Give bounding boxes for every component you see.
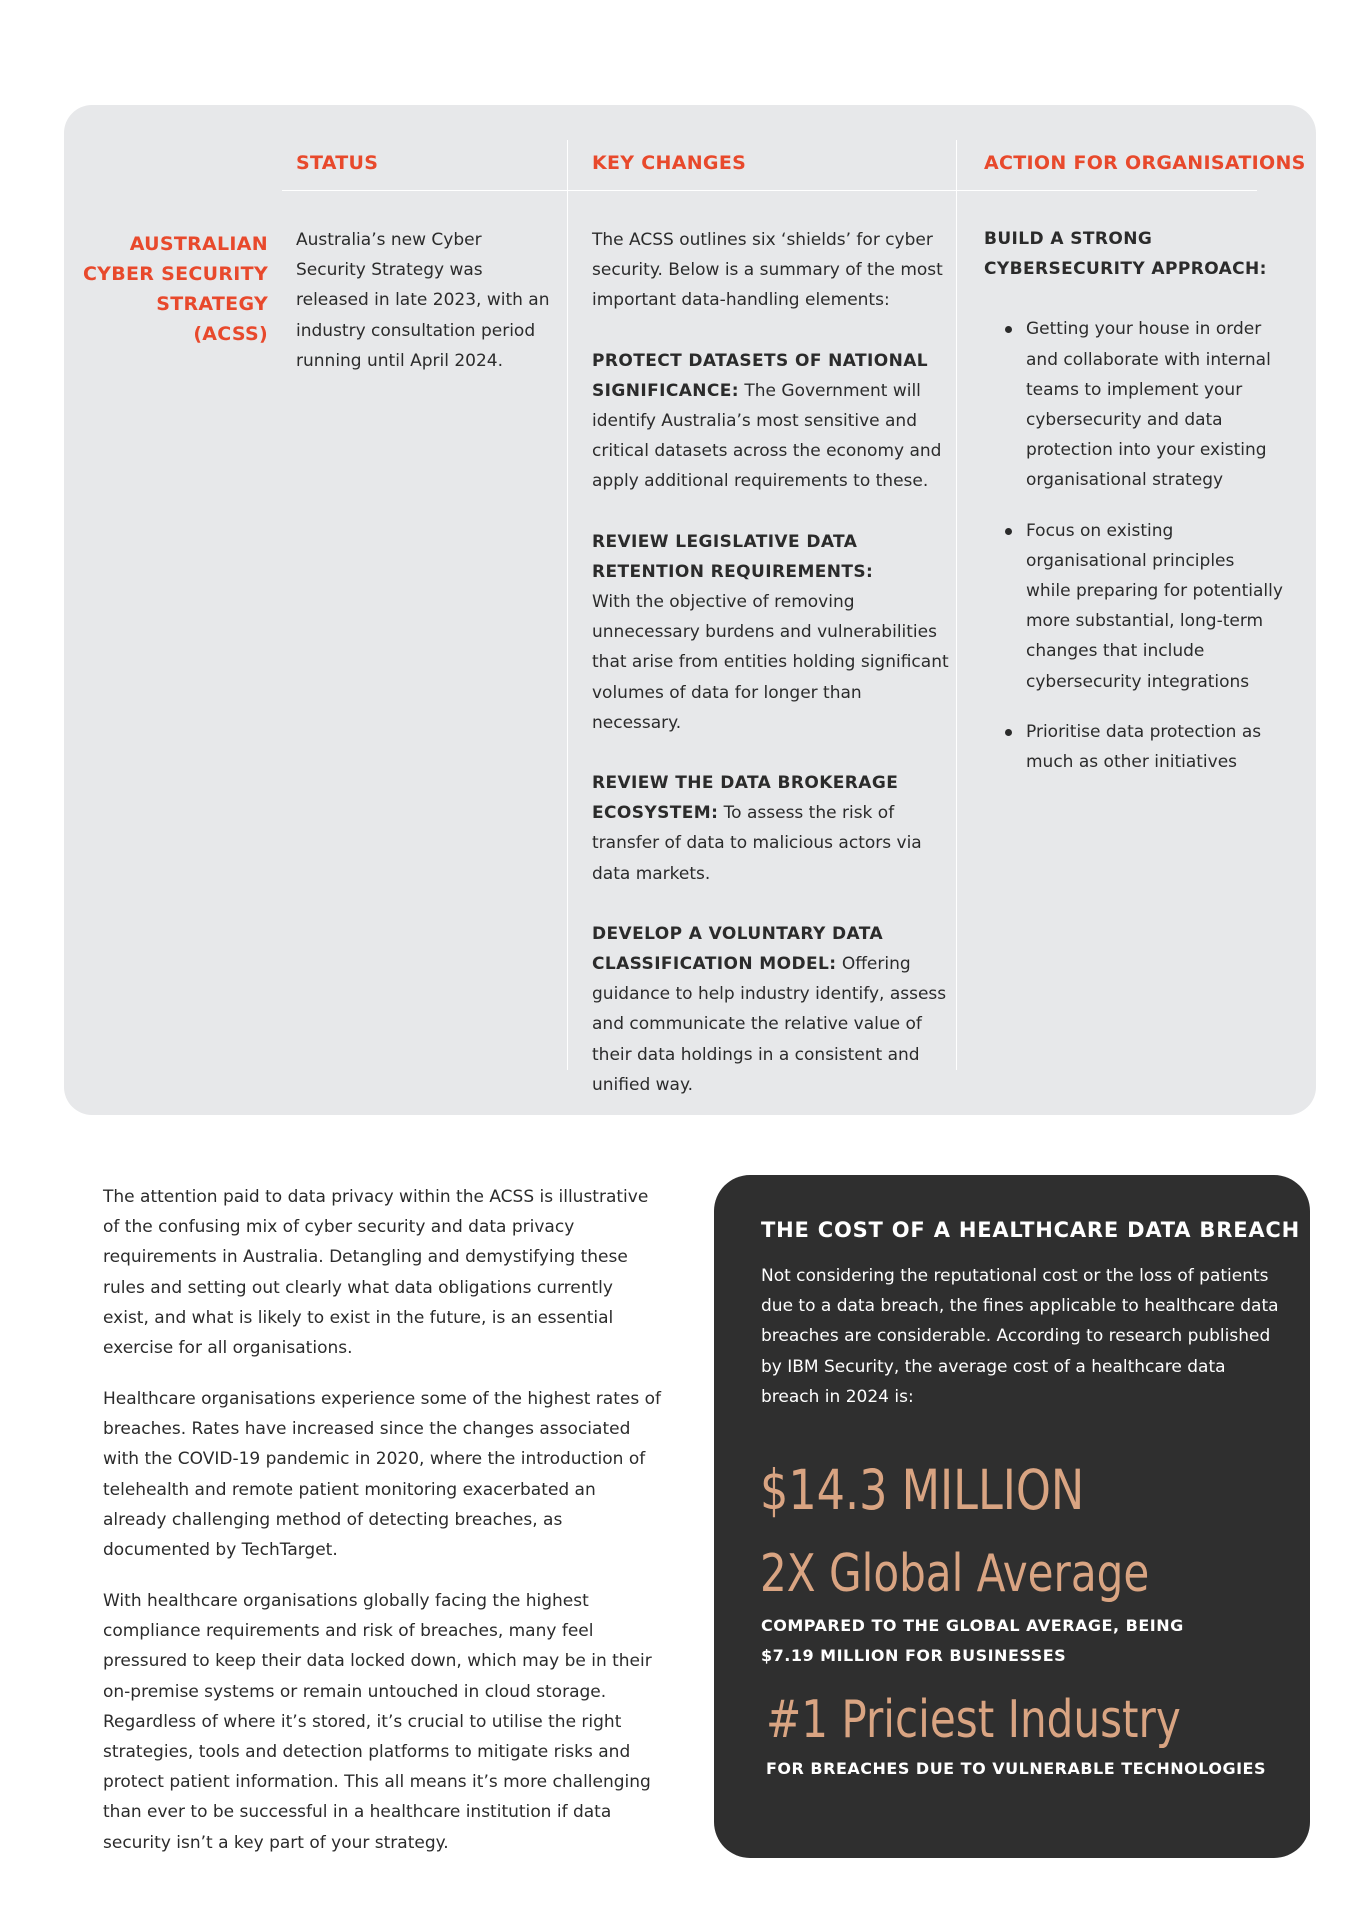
key-change-text: With the objective of removing unnecessary burdens and vulnerabilities that arise from entities holding significant volumes of data for longer than necessary. (592, 592, 949, 733)
bullet-icon (1005, 729, 1012, 736)
body-paragraph: Healthcare organisations experience some of the highest rates of breaches. Rates have increased since the changes associated with the COVID-19 pandemic in 2020, where the introduction of telehealth and remote patient monitoring exacerbated an already challenging method of detecting breaches, as documented by TechTarget. (103, 1389, 661, 1561)
key-change-text: Offering guidance to help industry identify, assess and communicate the relative value of their data holdings in a consistent and unified way. (592, 954, 947, 1095)
list-item (984, 314, 1284, 495)
key-change-item (592, 768, 952, 889)
key-change-heading: PROTECT DATASETS OF NATIONAL SIGNIFICANCE: (592, 350, 929, 401)
key-change-heading: REVIEW LEGISLATIVE DATA RETENTION REQUIREMENTS: (592, 531, 874, 582)
column-divider (956, 140, 957, 1070)
stat-global-average: 2X Global Average (760, 1544, 1150, 1604)
key-change-item (592, 919, 952, 1100)
column-divider (567, 140, 568, 1070)
body-paragraph: The attention paid to data privacy within the ACSS is illustrative of the confusing mix of cyber security and data privacy requirements in Australia. Detangling and demystifying these rules and setting out clearly what data obligations currently exist, and what is likely to exist in the future, is an essential exercise for all organisations. (103, 1187, 649, 1359)
status-column-header: STATUS (296, 152, 379, 174)
body-paragraph: With healthcare organisations globally facing the highest compliance requirements and risk of breaches, many feel pressured to keep their data locked down, which may be in their on-premise systems or remain untouched in cloud storage. Regardless of where it’s stored, it’s crucial to utilise the right strategies, tools and detection platforms to mitigate risks and protect patient information. This all means it’s more challenging than ever to be successful in a healthcare institution if data security isn’t a key part of your strategy. (103, 1591, 652, 1853)
key-change-text: The Government will identify Australia’s most sensitive and critical datasets across the economy and apply additional requirements to these. (592, 380, 942, 492)
action-list (984, 314, 1284, 777)
key-change-item (592, 527, 952, 738)
acss-row-label: AUSTRALIAN CYBER SECURITY STRATEGY (ACSS) (82, 233, 268, 345)
key-change-text: To assess the risk of transfer of data to malicious actors via data markets. (592, 803, 922, 884)
action-text: Getting your house in order and collaborate with internal teams to implement your cybersecurity and data protection into your existing organisational strategy (1026, 319, 1271, 491)
action-heading: BUILD A STRONG CYBERSECURITY APPROACH: (984, 229, 1267, 280)
stat-priciest-industry-caption: FOR BREACHES DUE TO VULNERABLE TECHNOLOGIES (766, 1759, 1266, 1778)
action-column-header: ACTION FOR ORGANISATIONS (984, 152, 1306, 174)
stat-global-average-caption: COMPARED TO THE GLOBAL AVERAGE, BEING $7.19 MILLION FOR BUSINESSES (761, 1616, 1184, 1665)
status-text: Australia’s new Cyber Security Strategy was released in late 2023, with an industry consultation period running until April 2024. (296, 230, 550, 371)
key-change-heading: DEVELOP A VOLUNTARY DATA CLASSIFICATION MODEL: (592, 923, 883, 975)
header-divider (957, 190, 1257, 191)
stat-priciest-industry: #1 Priciest Industry (766, 1690, 1181, 1750)
key-changes-column (592, 225, 952, 1130)
header-divider (282, 190, 567, 191)
list-item (984, 717, 1284, 777)
callout-body: Not considering the reputational cost or the loss of patients due to a data breach, the fines applicable to healthcare data breaches are considerable. According to research published by IBM Security, the average cost of a healthcare data breach in 2024 is: (761, 1266, 1279, 1407)
key-changes-intro: The ACSS outlines six ‘shields’ for cyber security. Below is a summary of the most important data-handling elements: (592, 230, 943, 311)
action-text: Focus on existing organisational principles while preparing for potentially more substantial, long-term changes that include cybersecurity integrations (1026, 520, 1283, 692)
key-changes-column-header: KEY CHANGES (592, 152, 747, 174)
bullet-icon (1005, 528, 1012, 535)
key-change-item (592, 346, 952, 497)
header-divider (568, 190, 956, 191)
bullet-icon (1005, 326, 1012, 333)
action-text: Prioritise data protection as much as other initiatives (1026, 721, 1262, 773)
stat-cost: $14.3 MILLION (760, 1458, 1085, 1522)
actions-column (984, 224, 1284, 797)
list-item (984, 516, 1284, 697)
callout-title: THE COST OF A HEALTHCARE DATA BREACH (761, 1218, 1300, 1242)
key-change-heading: REVIEW THE DATA BROKERAGE ECOSYSTEM: (592, 773, 899, 824)
